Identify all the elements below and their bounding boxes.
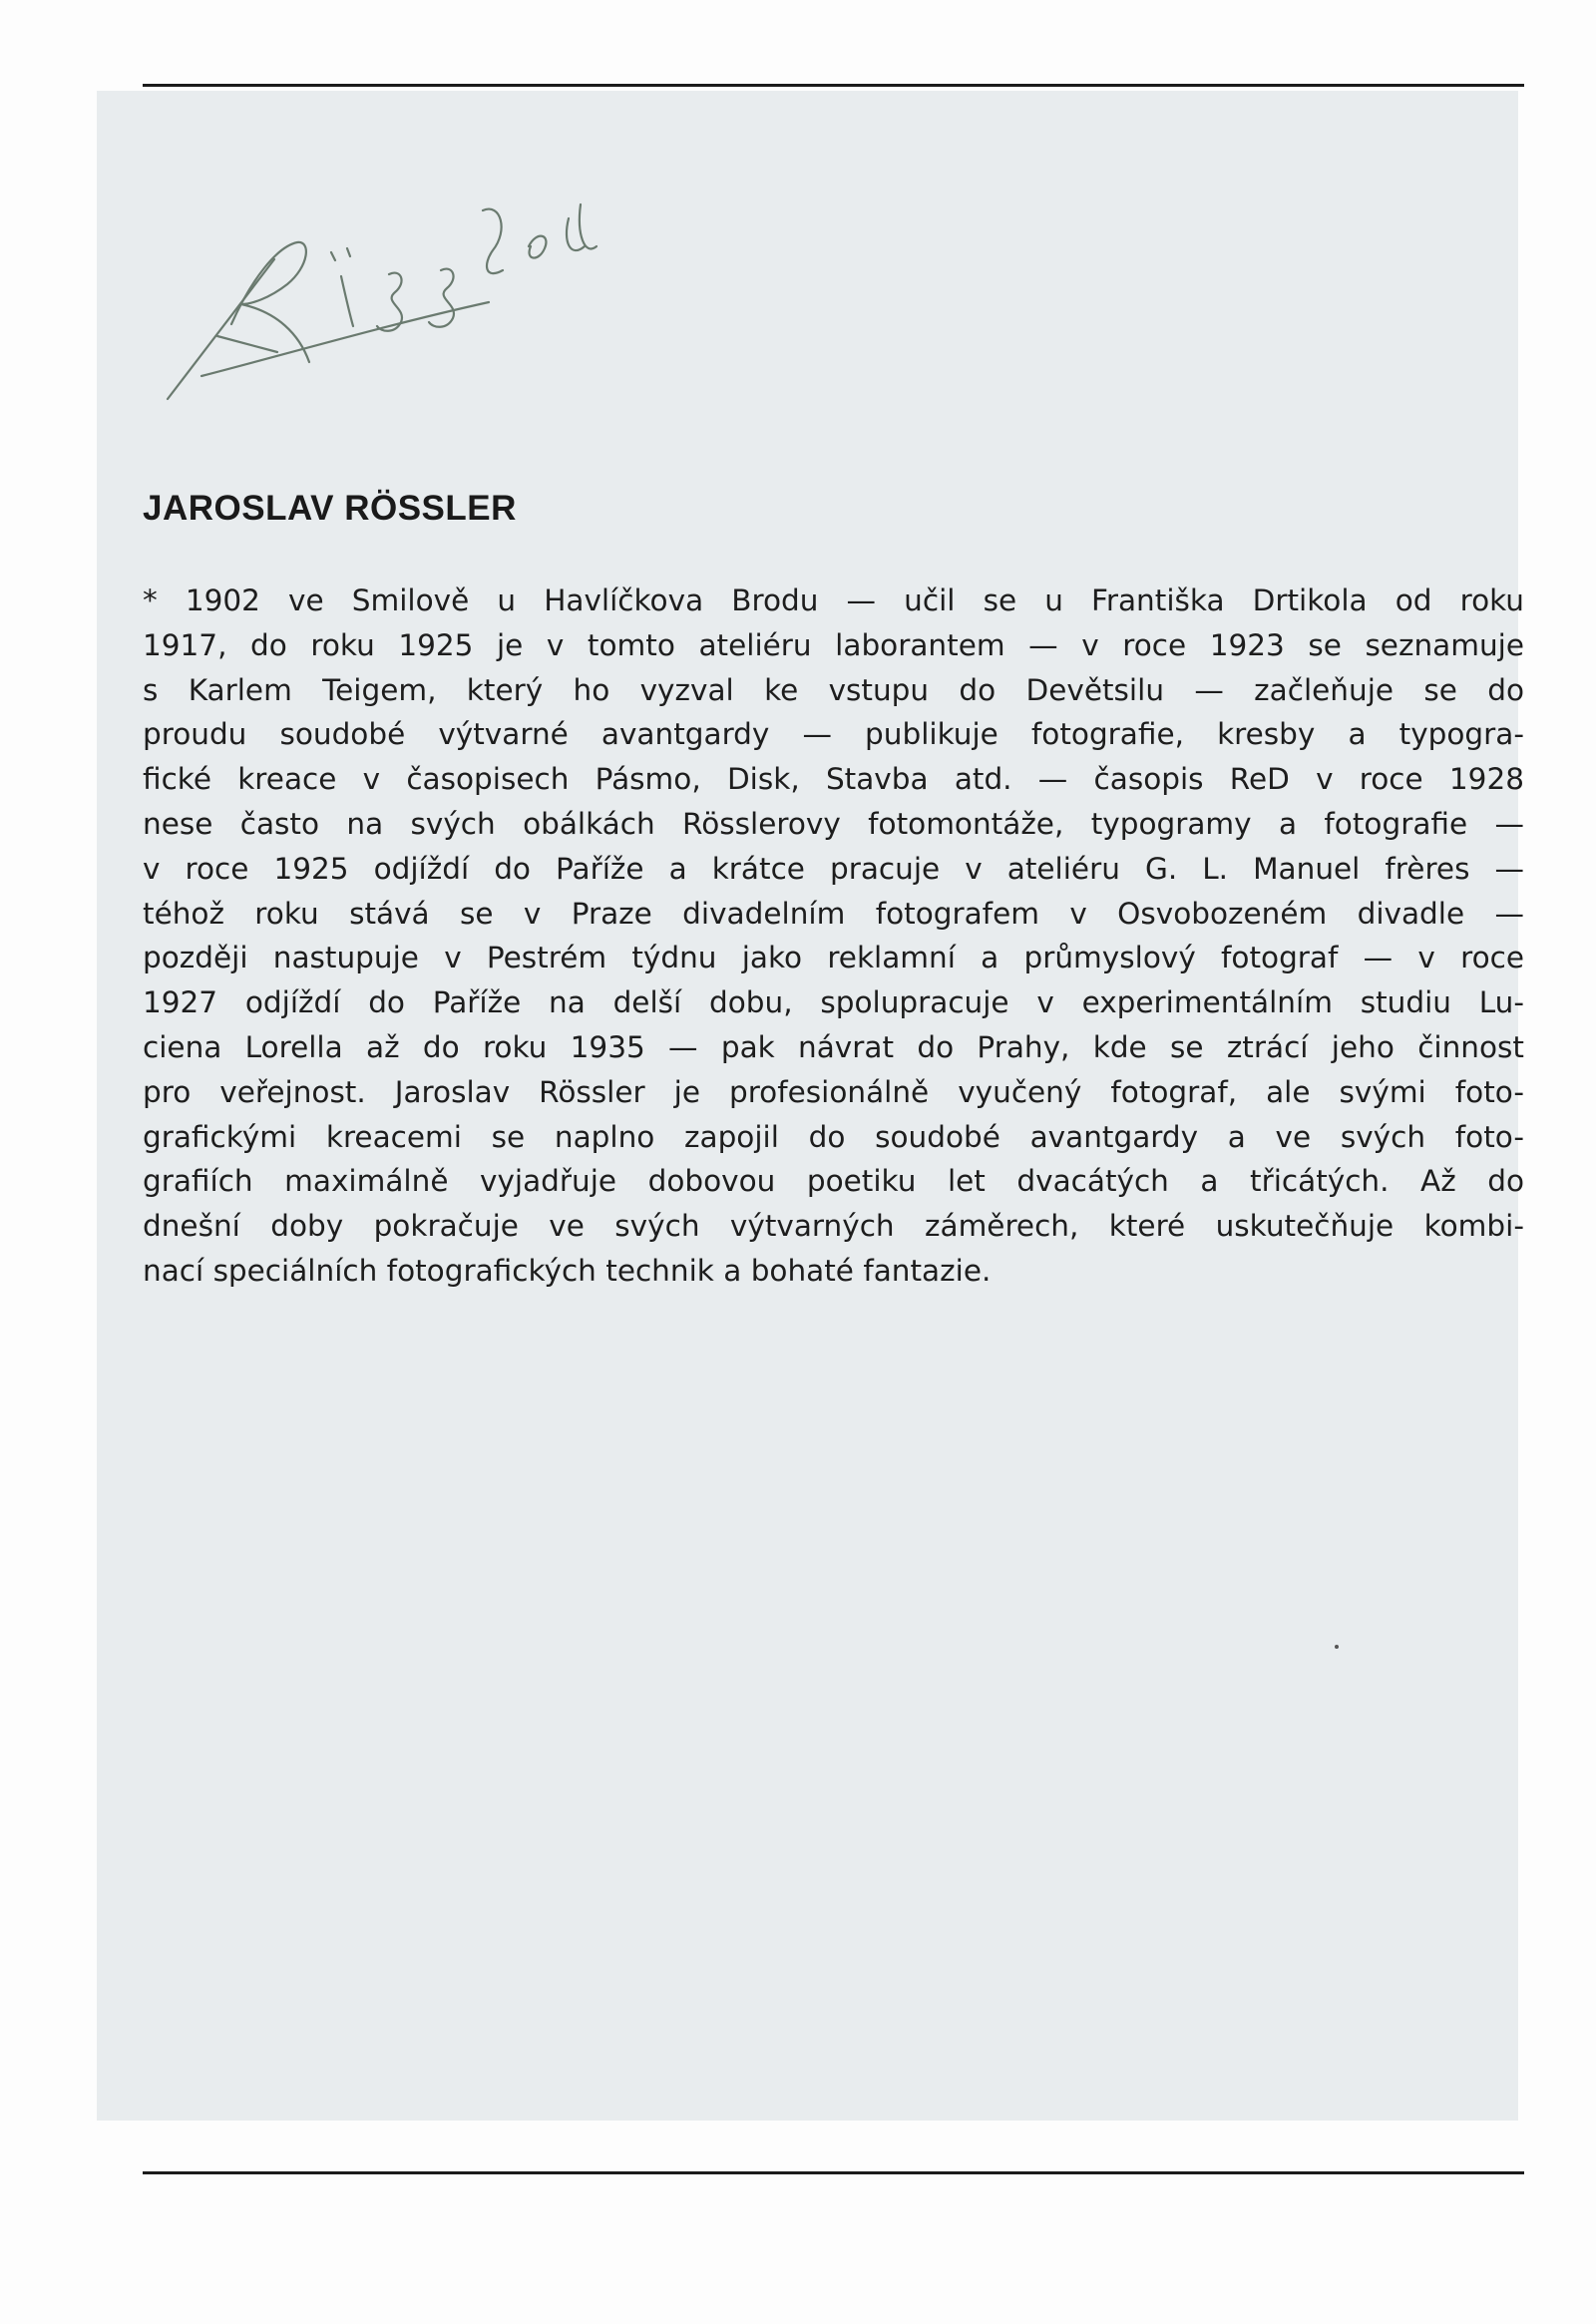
bio-line: proudu soudobé výtvarné avantgardy — publikuje fotografie, kresby a typogra- <box>143 717 1524 752</box>
bio-line: grafickými kreacemi se naplno zapojil do soudobé avantgardy a ve svých foto- <box>143 1119 1524 1154</box>
bio-line: pro veřejnost. Jaroslav Rössler je profesionálně vyučený fotograf, ale svými foto- <box>143 1074 1524 1109</box>
signature-image <box>160 185 648 404</box>
bio-line: nací speciálních fotografických technik a bohaté fantazie. <box>143 1253 992 1288</box>
top-rule <box>143 84 1524 87</box>
bio-line: ciena Lorella až do roku 1935 — pak návrat do Prahy, kde se ztrácí jeho činnost <box>143 1029 1524 1064</box>
bio-line: nese často na svých obálkách Rösslerovy fotomontáže, typogramy a fotografie — <box>143 806 1524 841</box>
dust-speck <box>1335 1645 1339 1649</box>
bio-line: později nastupuje v Pestrém týdnu jako reklamní a průmyslový fotograf — v roce <box>143 941 1524 975</box>
bio-line: 1917, do roku 1925 je v tomto ateliéru laborantem — v roce 1923 se seznamuje <box>143 627 1524 662</box>
bio-line: * 1902 ve Smilově u Havlíčkova Brodu — učil se u Františka Drtikola od roku <box>143 583 1524 617</box>
bio-line: téhož roku stává se v Praze divadelním fotografem v Osvobozeném divadle — <box>143 896 1524 931</box>
bio-line: dnešní doby pokračuje ve svých výtvarných záměrech, které uskutečňuje kombi- <box>143 1209 1524 1244</box>
bio-line: grafiích maximálně vyjadřuje dobovou poetiku let dvacátých a třicátých. Až do <box>143 1164 1524 1199</box>
bio-line: s Karlem Teigem, který ho vyzval ke vstupu do Devětsilu — začleňuje se do <box>143 672 1524 707</box>
bio-line: fické kreace v časopisech Pásmo, Disk, Stavba atd. — časopis ReD v roce 1928 <box>143 762 1524 797</box>
biography-paragraph <box>143 579 1524 1294</box>
bottom-rule <box>143 2171 1524 2174</box>
bio-line: 1927 odjíždí do Paříže na delší dobu, spolupracuje v experimentálním studiu Lu- <box>143 985 1524 1020</box>
page-title: JAROSLAV RÖSSLER <box>143 489 517 528</box>
bio-line: v roce 1925 odjíždí do Paříže a krátce pracuje v ateliéru G. L. Manuel frères — <box>143 851 1524 886</box>
